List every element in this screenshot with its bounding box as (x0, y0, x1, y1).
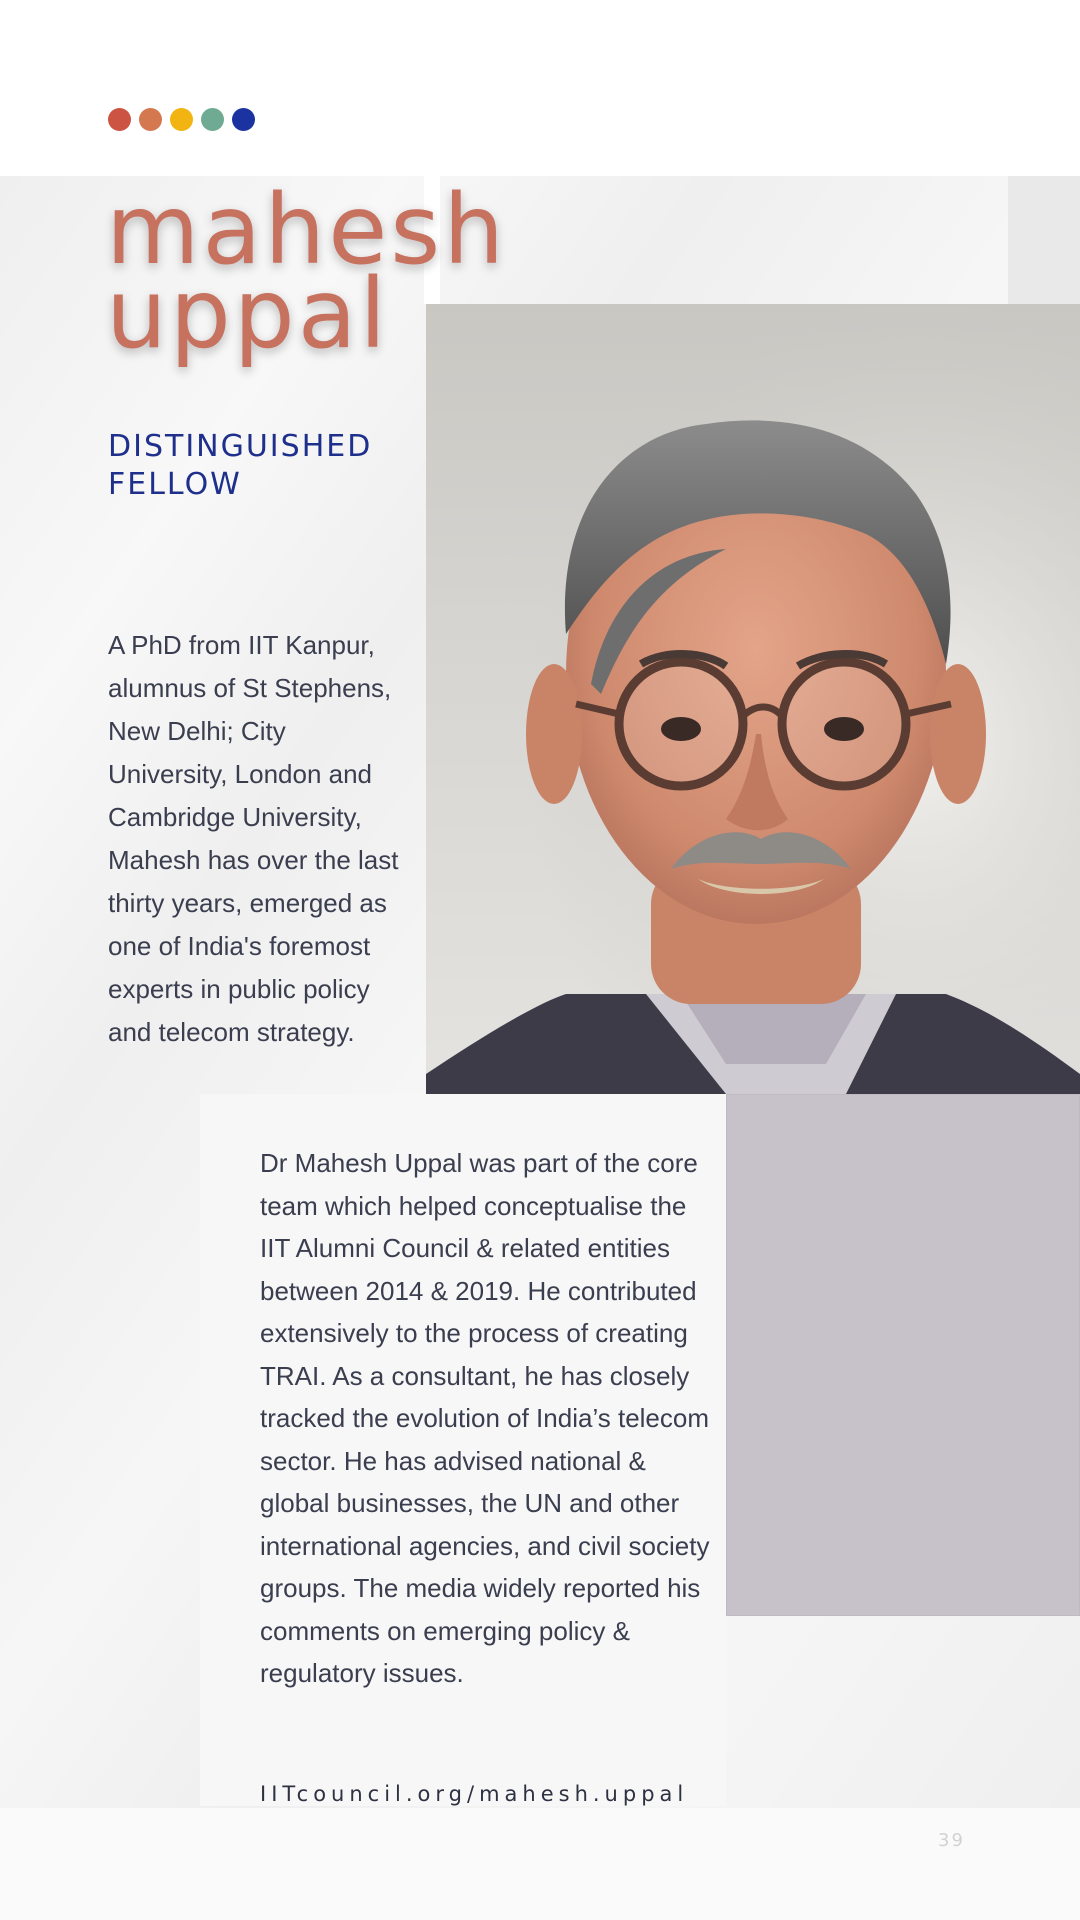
role-line-2: FELLOW (108, 467, 242, 502)
background-panel-right (1008, 176, 1080, 304)
dot-blue (232, 108, 255, 131)
profile-role (108, 428, 372, 504)
dot-green (201, 108, 224, 131)
dot-red (108, 108, 131, 131)
first-name: mahesh (106, 174, 508, 286)
portrait-photo (426, 304, 1080, 1094)
last-name: uppal (106, 258, 390, 370)
dot-yellow (170, 108, 193, 131)
bio-text: Dr Mahesh Uppal was part of the core team which helped conceptualise the IIT Alumni Council & related entities between 2014 & 2019. He contributed extensively to the process of creating TRAI. As a consultant, he has closely tracked the evolution of India’s telecom sector. He has advised national & global businesses, the UN and other international agencies, and civil society groups. The media widely reported his comments on emerging policy & regulatory issues. (260, 1148, 710, 1688)
role-line-1: DISTINGUISHED (108, 429, 373, 464)
page-footer (0, 1808, 1080, 1920)
decorative-grey-panel (726, 1094, 1080, 1616)
profile-link[interactable]: IITcouncil.org/mahesh.uppal (260, 1782, 689, 1806)
page-number: 39 (938, 1830, 965, 1851)
color-dots (108, 108, 255, 131)
intro-text: A PhD from IIT Kanpur, alumnus of St Stephens, New Delhi; City University, London and Cambridge University, Mahesh has over the last thirty years, emerged as one of India's foremost experts in public policy and telecom strategy. (108, 630, 399, 1047)
dot-orange (139, 108, 162, 131)
portrait-illustration (426, 304, 1080, 1094)
